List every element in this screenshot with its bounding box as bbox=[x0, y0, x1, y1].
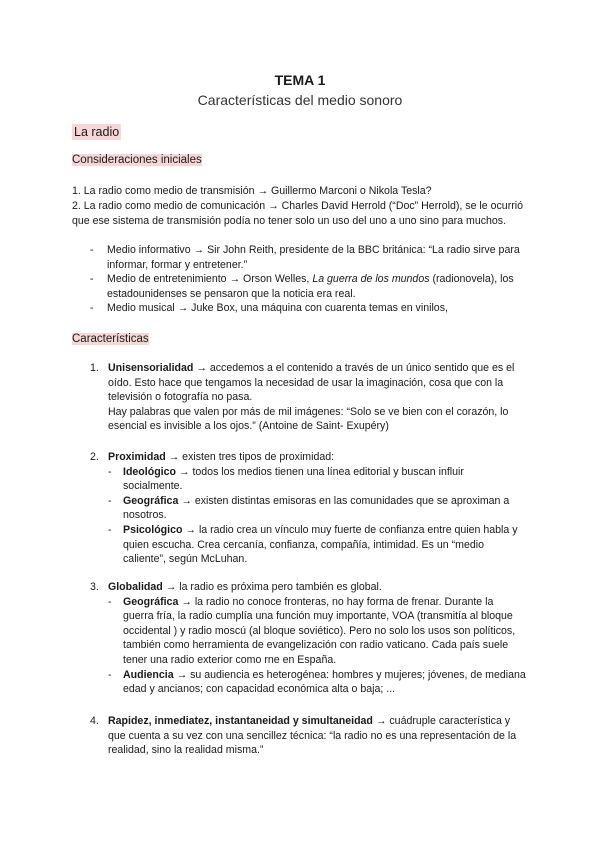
list-item-text-pre: Medio de entretenimiento → Orson Welles, bbox=[107, 273, 313, 286]
numbered-item bbox=[86, 450, 526, 465]
item-term: Proximidad bbox=[108, 451, 166, 463]
consideraciones-heading bbox=[72, 154, 202, 166]
item-desc: → existen tres tipos de proximidad: bbox=[165, 451, 335, 463]
list-marker: - bbox=[108, 523, 112, 536]
numbered-item bbox=[86, 361, 526, 434]
sub-item-desc: → existen distintas emisoras en las comunidades que se aproximan a nosotros. bbox=[123, 494, 510, 522]
item-extra: Hay palabras que valen por más de mil imágenes: “Solo se ve bien con el corazón, lo esencial es invisible a los ojos.” (Antoine de Saint- Exupéry) bbox=[108, 405, 509, 433]
numbered-item bbox=[86, 714, 526, 758]
caracteristicas-heading-text: Características bbox=[72, 333, 149, 345]
item-number: 1. bbox=[90, 362, 99, 374]
list-marker: - bbox=[90, 273, 94, 286]
sub-list-item bbox=[108, 523, 526, 567]
caracteristica-2 bbox=[86, 450, 526, 567]
sub-item-term: Geográfica bbox=[123, 494, 179, 507]
item-number: 4. bbox=[90, 715, 99, 727]
caracteristicas-heading bbox=[72, 333, 149, 345]
section-heading: La radio bbox=[74, 125, 120, 139]
caracteristica-3 bbox=[86, 580, 526, 697]
sub-item-desc: → todos los medios tienen una línea editorial y buscan influir socialmente. bbox=[123, 465, 464, 493]
item-desc: → accedemos a el contenido a través de un único sentido que es el oído. Esto hace que tengamos la necesidad de usar la imaginación, cosa que con la televisión o fotografía no pasa. bbox=[108, 362, 515, 404]
list-marker: - bbox=[108, 668, 112, 681]
sub-list-item bbox=[108, 494, 526, 523]
sub-list bbox=[108, 595, 526, 697]
list-marker: - bbox=[90, 244, 94, 256]
item-desc: → la radio es próxima pero también es global. bbox=[162, 581, 382, 593]
item-desc: → cuádruple característica y que cuenta a su vez con una sencillez técnica: “la radio no es una representación de la realidad, sino la realidad misma.” bbox=[108, 715, 517, 757]
list-marker: - bbox=[108, 465, 112, 478]
item-term: Unisensorialidad bbox=[108, 362, 194, 374]
list-item-italic-title: La guerra de los mundos bbox=[312, 273, 430, 286]
list-marker: - bbox=[90, 302, 94, 315]
list-marker: - bbox=[108, 494, 112, 507]
document-title: TEMA 1 bbox=[274, 72, 326, 88]
list-item-text: Medio musical → Juke Box, una máquina con cuarenta temas en vinilos, bbox=[107, 302, 448, 315]
sub-item-term: Geográfica bbox=[123, 595, 179, 608]
sub-item-term: Ideológico bbox=[123, 465, 176, 478]
sub-item-term: Audiencia bbox=[123, 668, 174, 681]
consideracion-line-2: 2. La radio como medio de comunicación → Charles David Herrold (“Doc” Herrold), se le ocurrió que ese sistema de transmisión podía no tener solo un uso del uno a uno sino para muchos. bbox=[72, 200, 523, 227]
numbered-item bbox=[86, 580, 526, 595]
sub-list-item bbox=[108, 465, 526, 494]
consideracion-line-1: 1. La radio como medio de transmisión → Guillermo Marconi o Nikola Tesla? bbox=[72, 185, 432, 197]
sub-item-term: Psicológico bbox=[123, 523, 183, 536]
sub-list-item bbox=[108, 595, 526, 668]
list-item-text: Medio informativo → Sir John Reith, presidente de la BBC británica: “La radio sirve para informar, formar y entretener.” bbox=[107, 244, 520, 271]
sub-list bbox=[108, 465, 526, 567]
list-item-text-post: (radionovela), los estadounidenses se pensaron que la noticia era real. bbox=[107, 273, 514, 300]
item-term: Globalidad bbox=[108, 581, 163, 593]
consideraciones-heading-text: Consideraciones iniciales bbox=[72, 154, 202, 166]
consideraciones-list bbox=[90, 243, 526, 316]
sub-item-desc: → la radio no conoce fronteras, no hay forma de frenar. Durante la guerra fría, la radio cumplía una función muy importante, VOA (transmitía al bloque occidental ) y radio moscú (al bloque soviético). Pero no solo los usos son políticos, también como herramienta de evangelización con radio vaticano. Cada país suele tener una radio exterior como rne en España. bbox=[123, 595, 516, 666]
list-item bbox=[90, 272, 526, 301]
sub-list-item bbox=[108, 668, 526, 697]
sub-item-desc: → su audiencia es heterogénea: hombres y mujeres; jóvenes, de mediana edad y ancianos; con capacidad económica alta o baja; ... bbox=[123, 668, 526, 696]
item-number: 2. bbox=[90, 451, 99, 463]
item-term: Rapidez, inmediatez, instantaneidad y simultaneidad bbox=[108, 715, 373, 727]
item-number: 3. bbox=[90, 581, 99, 593]
list-marker: - bbox=[108, 595, 112, 608]
document-subtitle: Características del medio sonoro bbox=[197, 92, 403, 108]
list-item bbox=[90, 243, 526, 272]
caracteristica-4 bbox=[86, 714, 526, 758]
sub-item-desc: → la radio crea un vínculo muy fuerte de confianza entre quien habla y quien escucha. Crea cercanía, confianza, compañía, intimidad. Es un “medio caliente”, según McLuhan. bbox=[123, 523, 518, 566]
list-item bbox=[90, 301, 526, 316]
caracteristica-1 bbox=[86, 361, 526, 434]
